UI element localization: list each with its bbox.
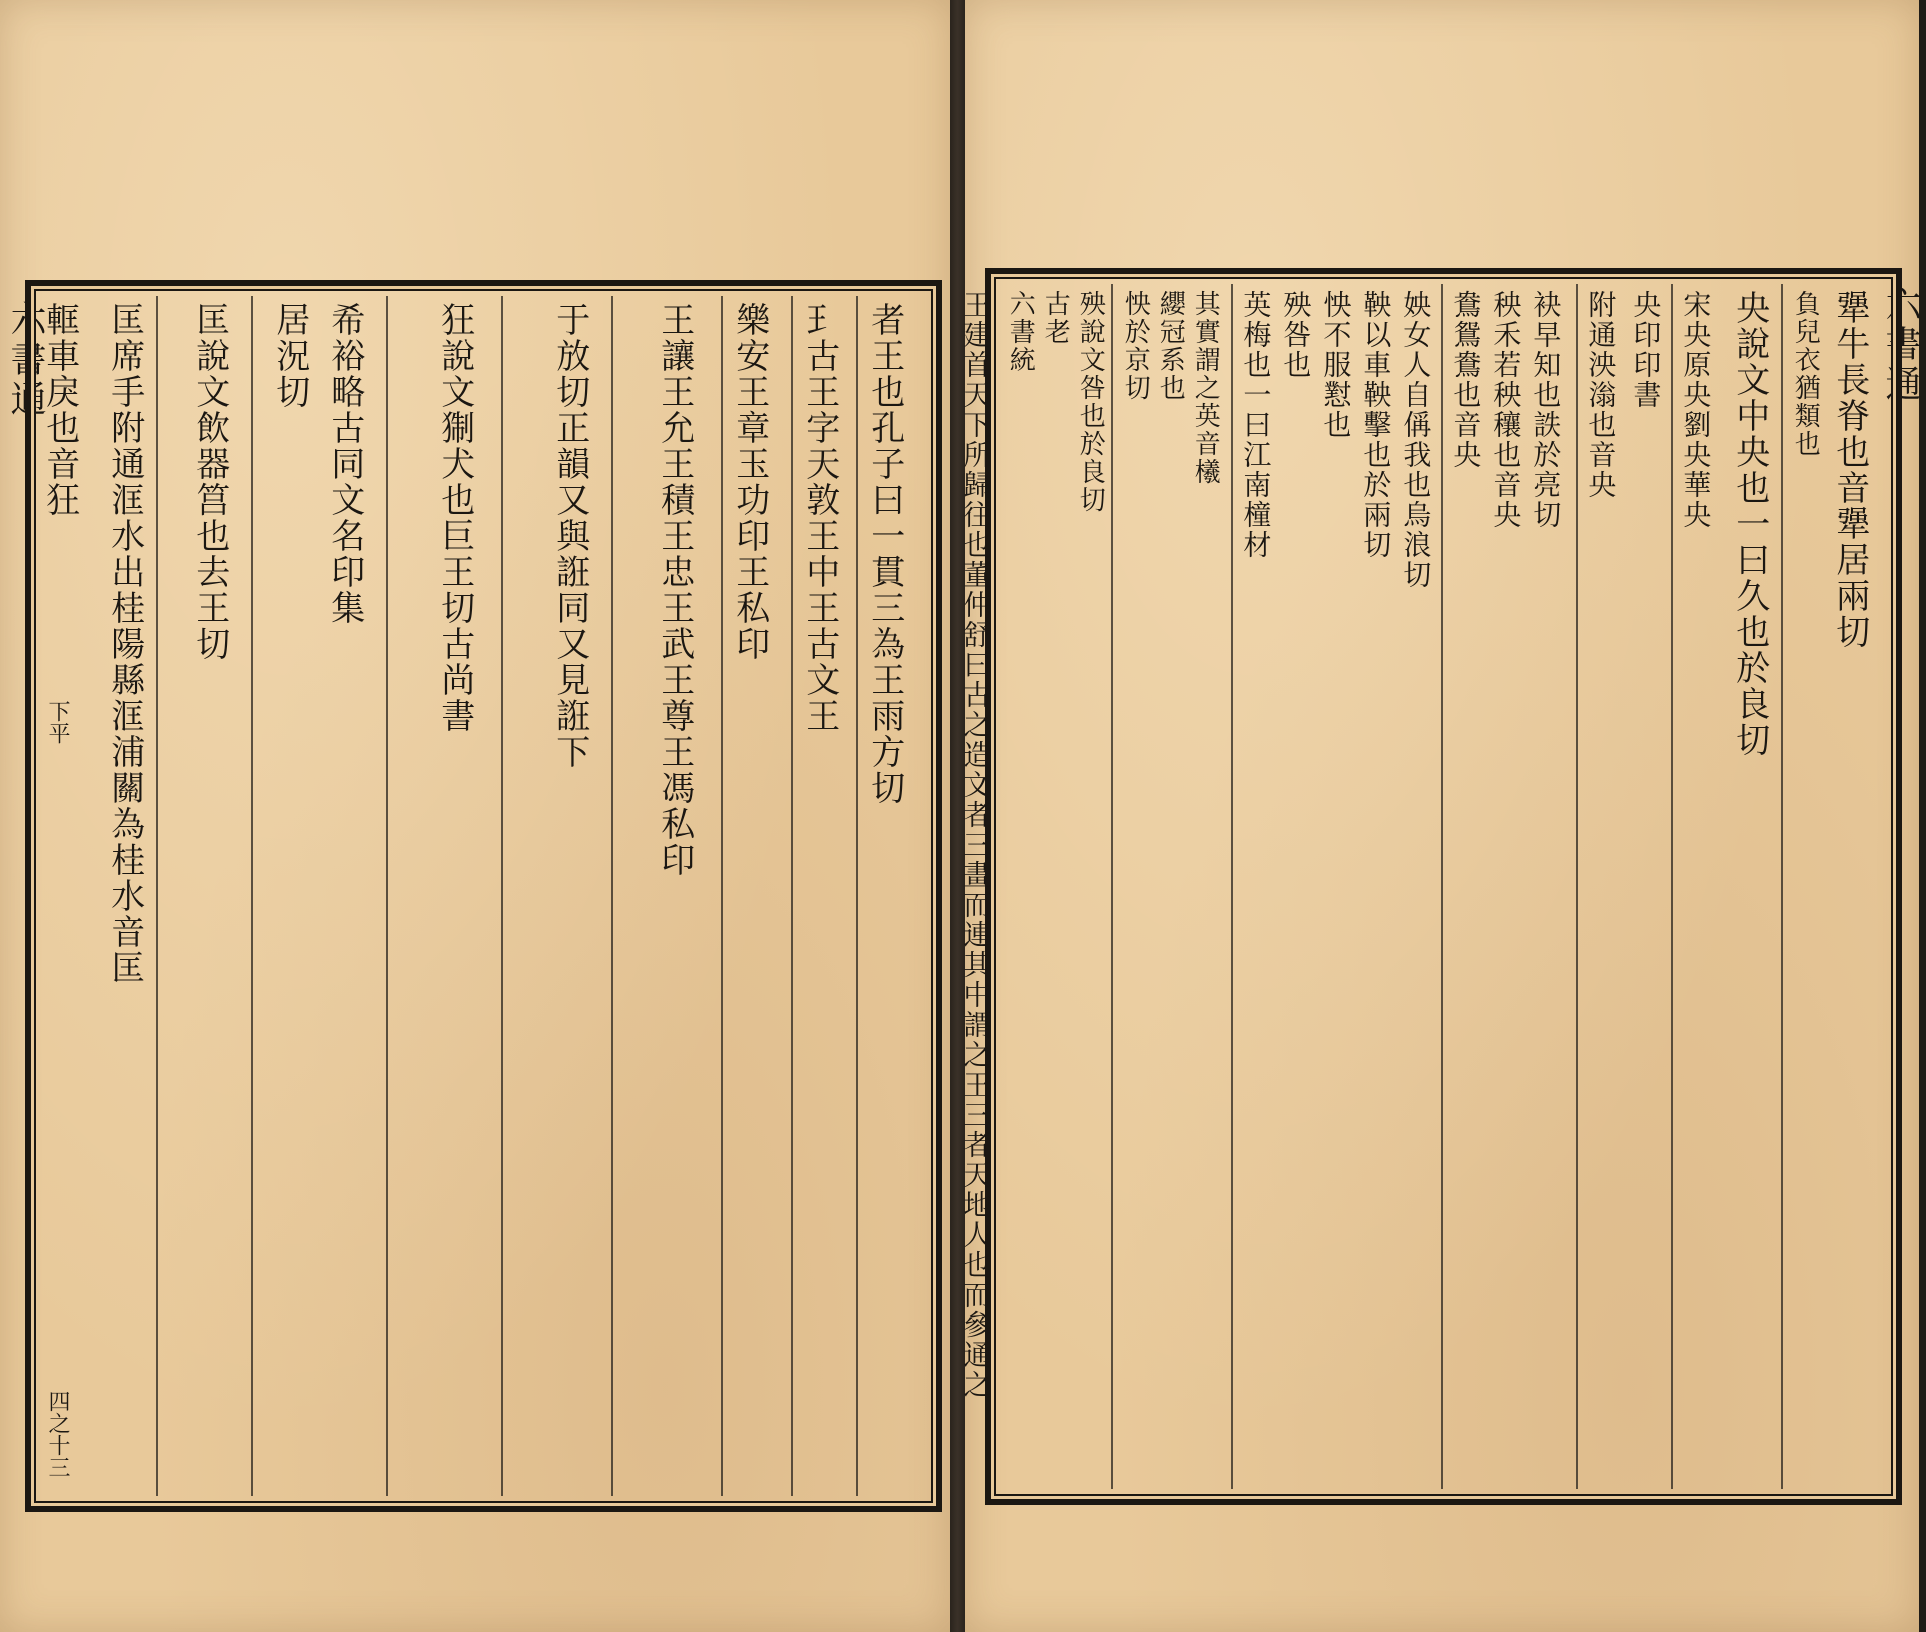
text-column: 者王也孔子曰一貫三為王雨方切 [864, 302, 905, 806]
text-column: 袂早知也詄於亮切 [1529, 290, 1563, 530]
text-column: 于放切正韻又與誑同又見誑下 [549, 302, 590, 770]
column-rule [1576, 284, 1578, 1489]
text-column: 宋央原央劉央華央 [1679, 290, 1713, 530]
column-rule [1111, 284, 1113, 1489]
text-column: 纓冠系也 [1155, 290, 1186, 402]
text-column: 負兒衣猶類也 [1790, 290, 1821, 458]
text-column: 鴦鴛鴦也音央 [1449, 290, 1483, 470]
text-column: 央說文中央也一曰久也於良切 [1729, 290, 1770, 758]
column-rule [1781, 284, 1783, 1489]
column-rule [386, 296, 388, 1496]
left-text-frame [25, 280, 942, 1512]
text-column: 鞅以車鞅擊也於兩切 [1359, 290, 1393, 560]
column-rule [1231, 284, 1233, 1489]
text-column: 姎女人自偁我也烏浪切 [1399, 290, 1433, 590]
column-rule [251, 296, 253, 1496]
text-column: 古老 [1040, 290, 1071, 346]
text-column: 王建首天下所歸往也董仲舒曰古之造文者三畫而連其中謂之王三者天地人也而參通之 [959, 290, 993, 1400]
text-column: 怏不服懟也 [1319, 290, 1353, 440]
text-column: 央印印書 [1629, 290, 1663, 410]
text-column: 附通泱滃也音央 [1584, 290, 1618, 500]
column-rule [721, 296, 723, 1496]
left-page [0, 0, 950, 1632]
column-rule [856, 296, 858, 1496]
text-column: 秧禾若秧穰也音央 [1489, 290, 1523, 530]
text-column: 怏於京切 [1120, 290, 1151, 402]
text-column: 王讓王允王積王忠王武王尊王馮私印 [654, 302, 695, 878]
column-rule [501, 296, 503, 1496]
text-column: 匡席手附通洭水出桂陽縣洭浦關為桂水音匡 [104, 302, 145, 986]
text-column: 英梅也一曰江南橦材 [1239, 290, 1273, 560]
text-column: 匡說文飲器筥也去王切 [189, 302, 230, 662]
text-column: 六書統 [1005, 290, 1036, 374]
column-rule [156, 296, 158, 1496]
text-column: 殃說文咎也於良切 [1075, 290, 1106, 514]
text-column: 希裕略古同文名印集 [324, 302, 365, 626]
text-column: 狂說文猘犬也巨王切古尚書 [434, 302, 475, 734]
text-column: 犟牛長脊也音犟居兩切 [1829, 290, 1870, 650]
text-column: 其實謂之英音㰕 [1190, 290, 1221, 486]
folio-number: 四之十三 [45, 1390, 70, 1478]
text-column: 軭車戾也音狂 [39, 302, 80, 518]
column-rule [791, 296, 793, 1496]
text-column: 殃咎也 [1279, 290, 1313, 380]
column-rule [1671, 284, 1673, 1489]
section-label: 下平 [45, 700, 70, 744]
column-rule [1441, 284, 1443, 1489]
text-column: 居況切 [269, 302, 310, 410]
right-text-frame [959, 268, 1902, 1505]
column-rule [611, 296, 613, 1496]
right-margin-title: 六書通 [1880, 285, 1921, 405]
left-margin-title: 六書通 [5, 300, 46, 420]
text-column: 𤣩古王字天敦王中王古文王 [799, 302, 840, 734]
right-page [959, 0, 1921, 1632]
text-column: 樂安王章玉功印王私印 [729, 302, 770, 662]
